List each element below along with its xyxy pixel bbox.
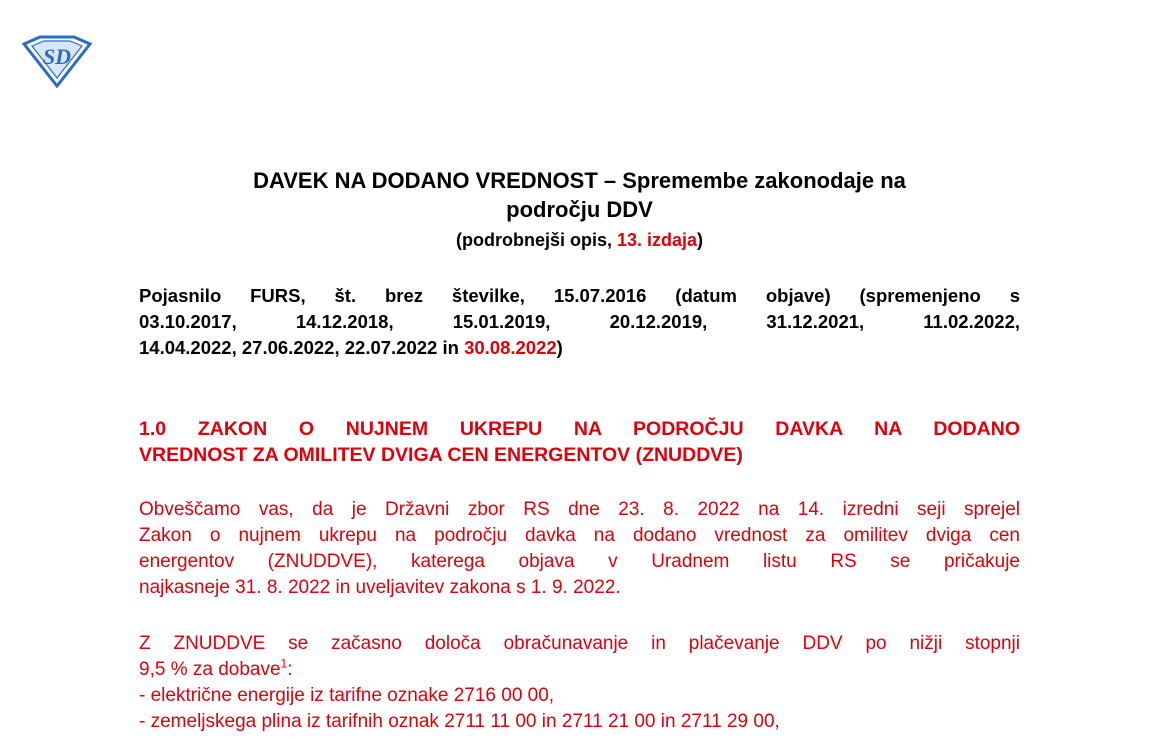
latest-update-date: 30.08.2022: [464, 337, 557, 358]
list-item: - zemeljskega plina iz tarifnih oznak 2711 11 00 in 2711 21 00 in 2711 29 00,: [139, 711, 780, 732]
edition-number: 13. izdaja: [616, 230, 698, 250]
company-logo: [20, 34, 94, 88]
paragraph-rate: [139, 631, 1020, 683]
title-line-1: DAVEK NA DODANO VREDNOST – Spremembe zakonodaje na: [253, 168, 906, 193]
list-item: - električne energije iz tarifne oznake 2716 00 00,: [139, 685, 555, 706]
title-line-2: področju DDV: [506, 197, 653, 222]
reference-line-3: [139, 335, 1020, 361]
rate-text: 9,5 % za dobave: [139, 659, 281, 680]
footnote-marker: 1: [280, 656, 288, 671]
reference-dates: 14.04.2022, 27.06.2022, 22.07.2022 in: [139, 337, 465, 358]
subtitle-prefix: (podrobnejši opis,: [455, 230, 617, 250]
document-subtitle: [139, 228, 1020, 252]
svg-text:SD: SD: [42, 44, 72, 69]
furs-reference: [139, 283, 1020, 361]
paragraph2-line-1: Z ZNUDDVE se začasno določa obračunavanje in plačevanje DDV po nižji stopnji: [139, 633, 1020, 654]
supply-list: [139, 683, 1020, 735]
paragraph2-line-2: [139, 657, 1020, 683]
reference-line-2: 03.10.2017, 14.12.2018, 15.01.2019, 20.12.2019, 31.12.2021, 11.02.2022,: [139, 311, 1020, 332]
reference-line-1: Pojasnilo FURS, št. brez številke, 15.07.2016 (datum objave) (spremenjeno s: [139, 285, 1020, 306]
document-title: [139, 166, 1020, 224]
rate-colon: :: [287, 659, 293, 680]
reference-close: ): [556, 337, 563, 358]
paragraph1-line-1: Obveščamo vas, da je Državni zbor RS dne 23. 8. 2022 na 14. izredni seji sprejel: [139, 499, 1020, 520]
heading-line-1: 1.0 ZAKON O NUJNEM UKREPU NA PODROČJU DAVKA NA DODANO: [139, 418, 1020, 440]
heading-line-2: VREDNOST ZA OMILITEV DVIGA CEN ENERGENTOV (ZNUDDVE): [139, 444, 743, 466]
paragraph-announcement: [139, 497, 1020, 601]
paragraph1-line-2: Zakon o nujnem ukrepu na področju davka na dodano vrednost za omilitev dviga cen: [139, 525, 1020, 546]
shield-logo-icon: [20, 34, 94, 88]
subtitle-suffix: ): [697, 230, 704, 250]
paragraph1-line-4: najkasneje 31. 8. 2022 in uveljavitev zakona s 1. 9. 2022.: [139, 577, 621, 598]
paragraph1-line-3: energentov (ZNUDDVE), katerega objava v Uradnem listu RS se pričakuje: [139, 551, 1020, 572]
section-heading: [139, 416, 1020, 468]
